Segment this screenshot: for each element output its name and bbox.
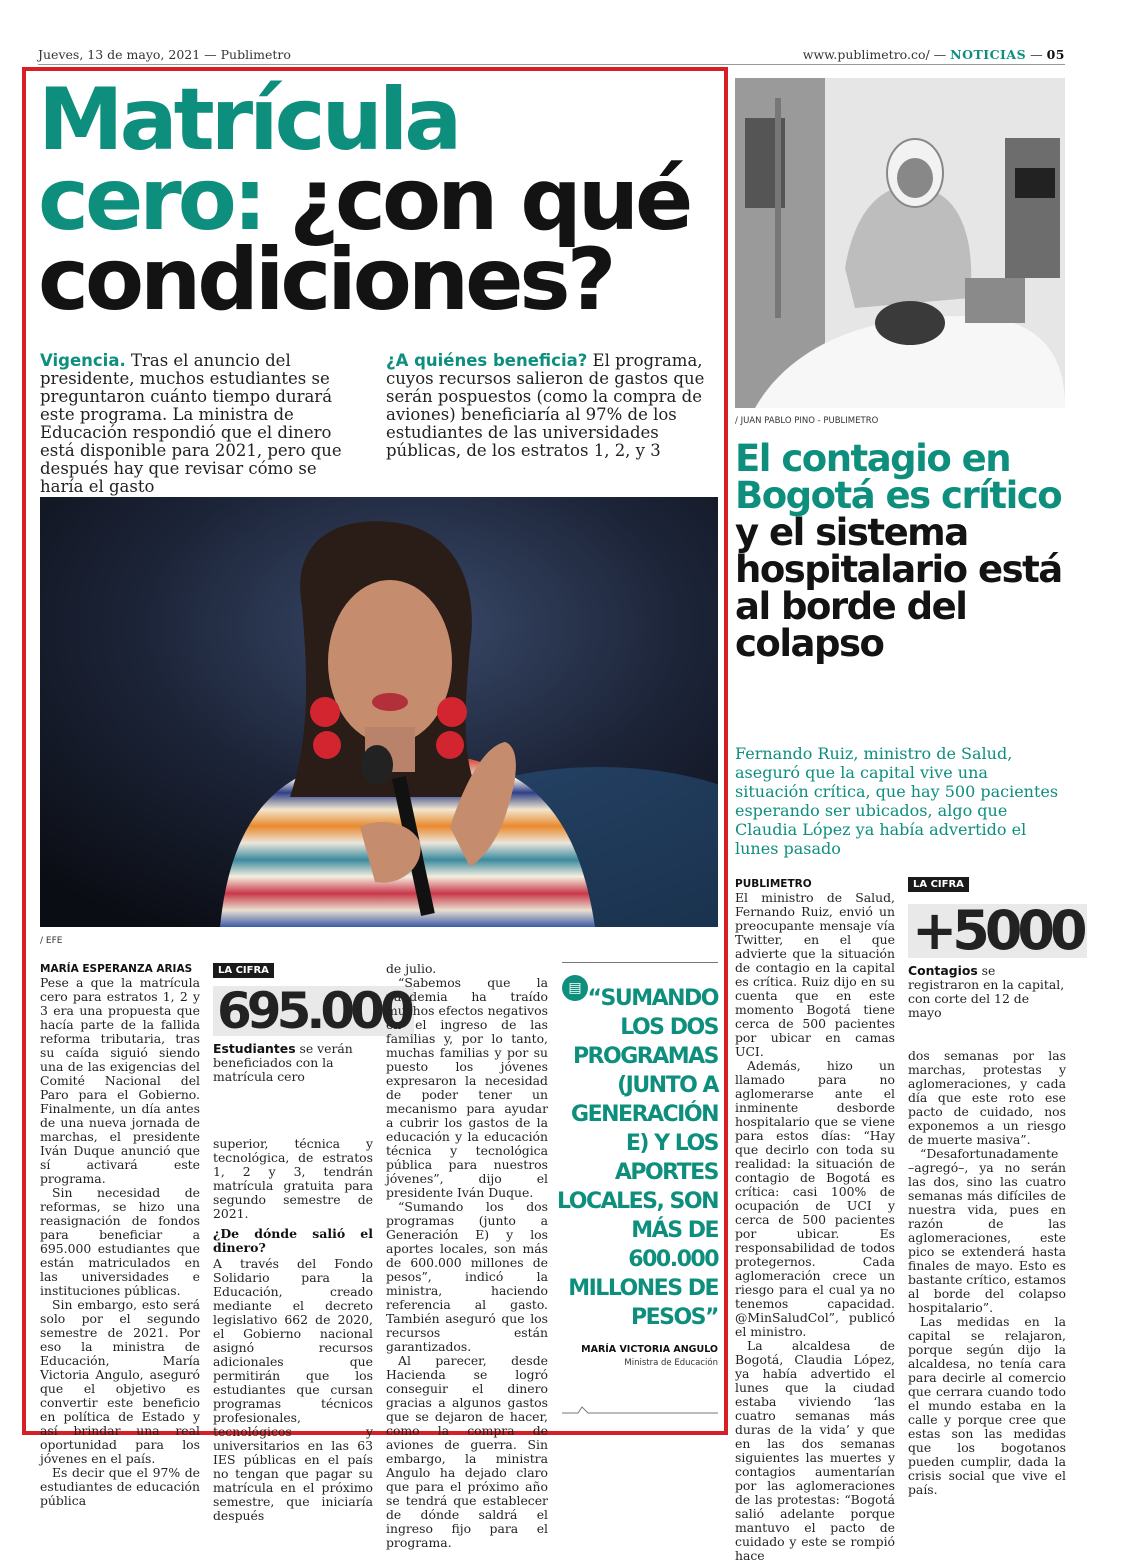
- section-name: NOTICIAS: [950, 47, 1027, 62]
- main-article-col1: [40, 962, 200, 1508]
- intro-beneficiarios: ¿A quiénes beneficia? El programa, cuyos recursos salieron de gastos que serán pospuestos (como la compra de aviones) beneficiaría al 97% de los estudiantes de las universidades públicas, de los estratos 1, 2, y 3: [386, 351, 705, 460]
- cifra-description: Estudiantes se verán beneficiados con la matrícula cero: [213, 1041, 353, 1084]
- main-article-col3: [386, 962, 548, 1550]
- cifra-number: +5000: [908, 904, 1066, 958]
- page-header-right: www.publimetro.co/ — NOTICIAS — 05: [802, 47, 1065, 62]
- paragraph: Es decir que el 97% de estudiantes de educación pública: [40, 1465, 200, 1508]
- main-headline: [38, 70, 728, 330]
- cifra-box-main: [213, 958, 410, 1084]
- quote-role: Ministra de Educación: [624, 1358, 718, 1368]
- paragraph: El ministro de Salud, Fernando Ruiz, envió un preocupante mensaje vía Twitter, en el que advierte que la situación de contagio en la capital es crítica. Ruiz dijo en su cuenta que en este momento Bogotá tiene cerca de 500 pacientes por ubicar en camas UCI.: [735, 890, 895, 1059]
- side-intro: Fernando Ruiz, ministro de Salud, aseguró que la capital vive una situación crítica, que hay 500 pacientes esperando ser ubicados, algo que Claudia López ya había advertido el lunes pasado: [735, 744, 1059, 858]
- cifra-description: Contagios se registraron en la capital, con corte del 12 de mayo: [908, 963, 1065, 1020]
- side-article-col2: [908, 1049, 1066, 1497]
- paragraph: Sin necesidad de reformas, se hizo una reasignación de fondos para beneficiar a 695.000 estudiantes que están matriculados en las universidades e instituciones públicas.: [40, 1185, 200, 1298]
- paragraph: Pese a que la matrícula cero para estratos 1, 2 y 3 era una propuesta que hacía parte de la fallida reforma tributaria, tras su caída siguió siendo una de las exigencias del Comité Nacional del Paro para el Gobierno. Finalmente, un día antes de una nueva jornada de marchas, el presidente Iván Duque anunció que sí activará este programa.: [40, 975, 200, 1186]
- paragraph: Las medidas en la capital se relajaron, porque según dijo la alcaldesa, no tenía cara para decirle al comercio que cerrara cuando todo el mundo estaba en la calle y porque cree que estas son las medidas que los bogotanos pueden cumplir, dada la crisis social que vive el país.: [908, 1314, 1066, 1497]
- subhead-dinero: ¿De dónde salió el dinero?: [213, 1226, 373, 1255]
- paragraph: A través del Fondo Solidario para la Educación, creado mediante el decreto legislativo 662 de 2020, el Gobierno nacional asignó recursos adicionales que permitirán que los estudiantes que cursan programas técnicos profesionales, tecnológicos y universitarios en las 63 IES públicas en el país no tengan que pagar su matrícula en el próximo semestre, que iniciaría después: [213, 1256, 373, 1523]
- quote-bottom-rule: [562, 1406, 718, 1414]
- headline-line2: cero: ¿con qué: [38, 150, 690, 250]
- quote-rule: [562, 962, 718, 963]
- minister-photo: [40, 497, 718, 927]
- paragraph: dos semanas por las marchas, protestas y aglomeraciones, y cada día que este roto ese pacto de cuidado, nos exponemos a un riesgo de muerte masiva”.: [908, 1048, 1066, 1147]
- hospital-photo: [735, 78, 1065, 408]
- headline-line3: condiciones?: [38, 230, 613, 330]
- cifra-box-side: [908, 872, 1083, 1020]
- byline: PUBLIMETRO: [735, 878, 812, 890]
- speech-bubble-icon: ▤: [562, 975, 588, 1001]
- byline: MARÍA ESPERANZA ARIAS: [40, 963, 193, 975]
- cifra-tag: LA CIFRA: [213, 963, 274, 978]
- cifra-number: 695.000: [213, 986, 373, 1036]
- paragraph: “Sabemos que la pandemia ha traído muchos efectos negativos en el ingreso de las familias y, por lo tanto, muchas familias y por su puesto los jóvenes expresaron la necesidad de poder tener un mecanismo para ayudar a cubrir los gastos de la educación y la educación técnica y tecnológica pública para nuestros jóvenes”, dijo el presidente Iván Duque.: [386, 975, 548, 1200]
- paragraph: La alcaldesa de Bogotá, Claudia López, ya había advertido el lunes que la ciudad estaba viviendo ‘las cuatro semanas más duras de la vida’ y que en las dos semanas siguientes las muertes y contagios aumentarían por las aglomeraciones de las protestas: “Bogotá salió adelante porque mantuvo el pacto de cuidado y este se rompió hace: [735, 1338, 895, 1563]
- headline-line1: Matrícula: [38, 70, 459, 170]
- page-number: 05: [1046, 47, 1065, 62]
- site-url: www.publimetro.co/: [802, 47, 930, 62]
- paragraph: superior, técnica y tecnológica, de estratos 1, 2 y 3, tendrán matrícula gratuita para segundo semestre de 2021.: [213, 1136, 373, 1221]
- paragraph: “Sumando los dos programas (junto a Generación E) y los aportes locales, son más de 600.000 millones de pesos”, indicó la ministra, haciendo referencia al gasto. También aseguró que los recursos están garantizados.: [386, 1199, 548, 1354]
- quote-author: MARÍA VICTORIA ANGULO: [581, 1344, 718, 1355]
- side-headline: El contagio en Bogotá es crítico y el sistema hospitalario está al borde del colapso: [735, 437, 1062, 665]
- paragraph: “Desafortunadamente –agregó–, ya no serán las dos, sino las cuatro semanas más difíciles de nuestra vida, pues en razón de las aglomeraciones, este pico se extenderá hasta finales de mayo. Esto es bastante crítico, estamos al borde del colapso hospitalario”.: [908, 1146, 1066, 1315]
- paragraph: Sin embargo, esto será solo por el segundo semestre de 2021. Por eso la ministra de Educación, María Victoria Angulo, aseguró que el objetivo es convertir este beneficio en política de Estado y así brindar una real oportunidad para los jóvenes en el país.: [40, 1297, 200, 1466]
- header-rule: [38, 64, 1065, 65]
- photo-credit: / EFE: [40, 936, 63, 946]
- pull-quote: “SUMANDO LOS DOS PROGRAMAS (JUNTO A GENERACIÓN E) Y LOS APORTES LOCALES, SON MÁS DE 600.000 MILLONES DE PESOS”: [557, 986, 718, 1330]
- photo-credit: / JUAN PABLO PINO - PUBLIMETRO: [735, 416, 879, 426]
- paragraph: Además, hizo un llamado para no aglomerarse ante el inminente desborde hospitalario que se viene para estos días: “Hay que decirlo con toda su realidad: la situación de contagio de Bogotá es crítica: casi 100% de ocupación de UCI y cerca de 500 pacientes por ubicar. Es responsabilidad de todos protegernos. Cada aglomeración crece un riesgo para el cual ya no tenemos capacidad. @MinSaludCol”, publicó el ministro.: [735, 1058, 895, 1339]
- paragraph: Al parecer, desde Hacienda se logró conseguir el dinero gracias a algunos gastos que se dejaron de hacer, como la compra de aviones de guerra. Sin embargo, la ministra Angulo ha dejado claro que para el próximo año se tendrá que establecer de dónde saldrá el ingreso fijo para el programa.: [386, 1353, 548, 1550]
- intro-vigencia: Vigencia. Tras el anuncio del presidente, muchos estudiantes se preguntaron cuánto tiempo durará este programa. La ministra de Educación respondió que el dinero está disponible para 2021, pero que después hay que revisar cómo se haría el gasto: [40, 351, 342, 496]
- paragraph: de julio.: [386, 961, 437, 976]
- page-header-date: Jueves, 13 de mayo, 2021 — Publimetro: [38, 47, 291, 62]
- side-article-col1: [735, 877, 895, 1563]
- cifra-tag: LA CIFRA: [908, 877, 969, 892]
- main-article-col2: [213, 1137, 373, 1523]
